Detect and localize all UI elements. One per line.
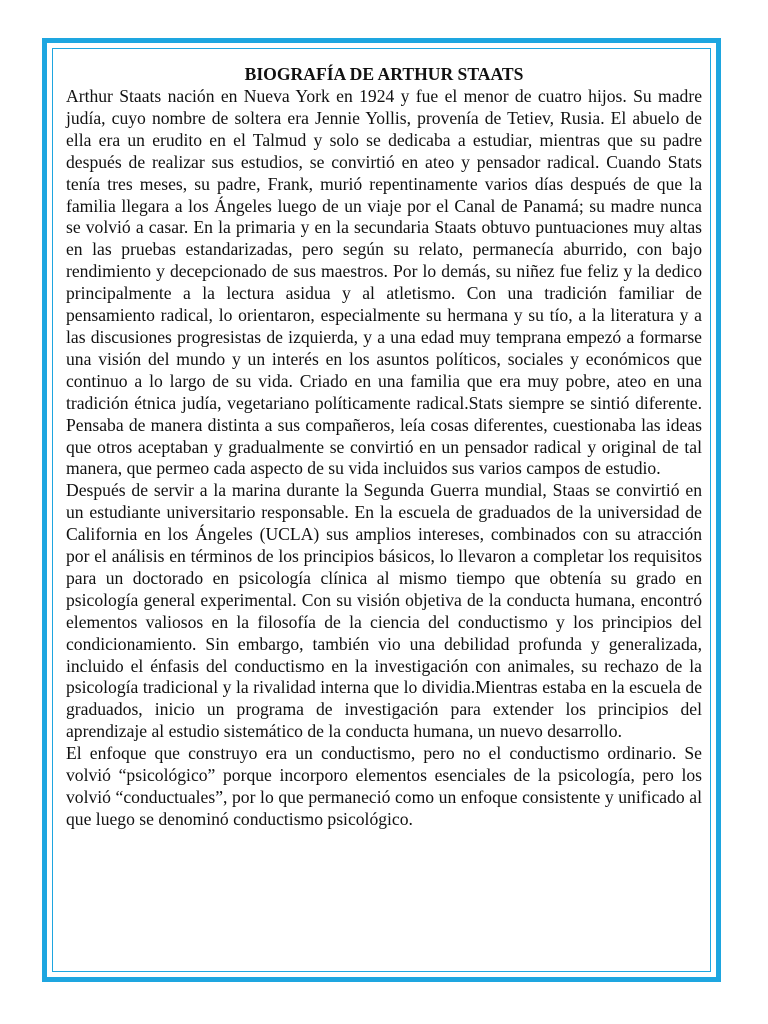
paragraph-2: Después de servir a la marina durante la Segunda Guerra mundial, Staas se convirtió en un estudiante universitario responsable. En la escuela de graduados de la universidad de California en los Ángeles (UCLA) sus amplios intereses, combinados con su atracción por el análisis en términos de los principios básicos, lo llevaron a completar los requisitos para un doctorado en psicología clínica al mismo tiempo que obtenía su grado en psicología general experimental. Con su visión objetiva de la conducta humana, encontró elementos valiosos en la filosofía de la ciencia del conductismo y los principios del condicionamiento. Sin embargo, también vio una debilidad profunda y generalizada, incluido el énfasis del conductismo en la investigación con animales, su rechazo de la psicología tradicional y la rivalidad interna que lo dividia.Mientras estaba en la escuela de graduados, inicio un programa de investigación para extender los principios del aprendizaje al estudio sistemático de la conducta humana, un nuevo desarrollo. <box>66 480 702 742</box>
document-title: BIOGRAFÍA DE ARTHUR STAATS <box>244 64 524 84</box>
paragraph-3: El enfoque que construyo era un conductismo, pero no el conductismo ordinario. Se volvió “psicológico” porque incorporo elementos esenciales de la psicología, pero los volvió “conductuales”, por lo que permaneció como un enfoque consistente y unificado al que luego se denominó conductismo psicológico. <box>66 743 702 829</box>
paragraph-1: Arthur Staats nación en Nueva York en 1924 y fue el menor de cuatro hijos. Su madre judía, cuyo nombre de soltera era Jennie Yollis, provenía de Tetiev, Rusia. El abuelo de ella era un erudito en el Talmud y solo se dedicaba a estudiar, mientras que su padre después de realizar sus estudios, se convirtió en ateo y pensador radical. Cuando Stats tenía tres meses, su padre, Frank, murió repentinamente varios días después de que la familia llegara a los Ángeles luego de un viaje por el Canal de Panamá; su madre nunca se volvió a casar. En la primaria y en la secundaria Staats obtuvo puntuaciones muy altas en las pruebas estandarizadas, pero según su relato, permanecía aburrido, con bajo rendimiento y decepcionado de sus maestros. Por lo demás, su niñez fue feliz y la dedico principalmente a la lectura asidua y al atletismo. Con una tradición familiar de pensamiento radical, lo orientaron, especialmente su hermana y su tío, a la literatura y a las discusiones progresistas de izquierda, y a una edad muy temprana empezó a formarse una visión del mundo y un interés en los asuntos políticos, sociales y económicos que continuo a lo largo de su vida. Criado en una familia que era muy pobre, ateo en una tradición étnica judía, vegetariano políticamente radical.Stats siempre se sintió diferente. Pensaba de manera distinta a sus compañeros, leía cosas diferentes, cuestionaba las ideas que otros aceptaban y gradualmente se convirtió en un pensador radical y original de tal manera, que permeo cada aspecto de su vida incluidos sus varios campos de estudio. <box>66 86 702 479</box>
document-body <box>66 60 702 831</box>
